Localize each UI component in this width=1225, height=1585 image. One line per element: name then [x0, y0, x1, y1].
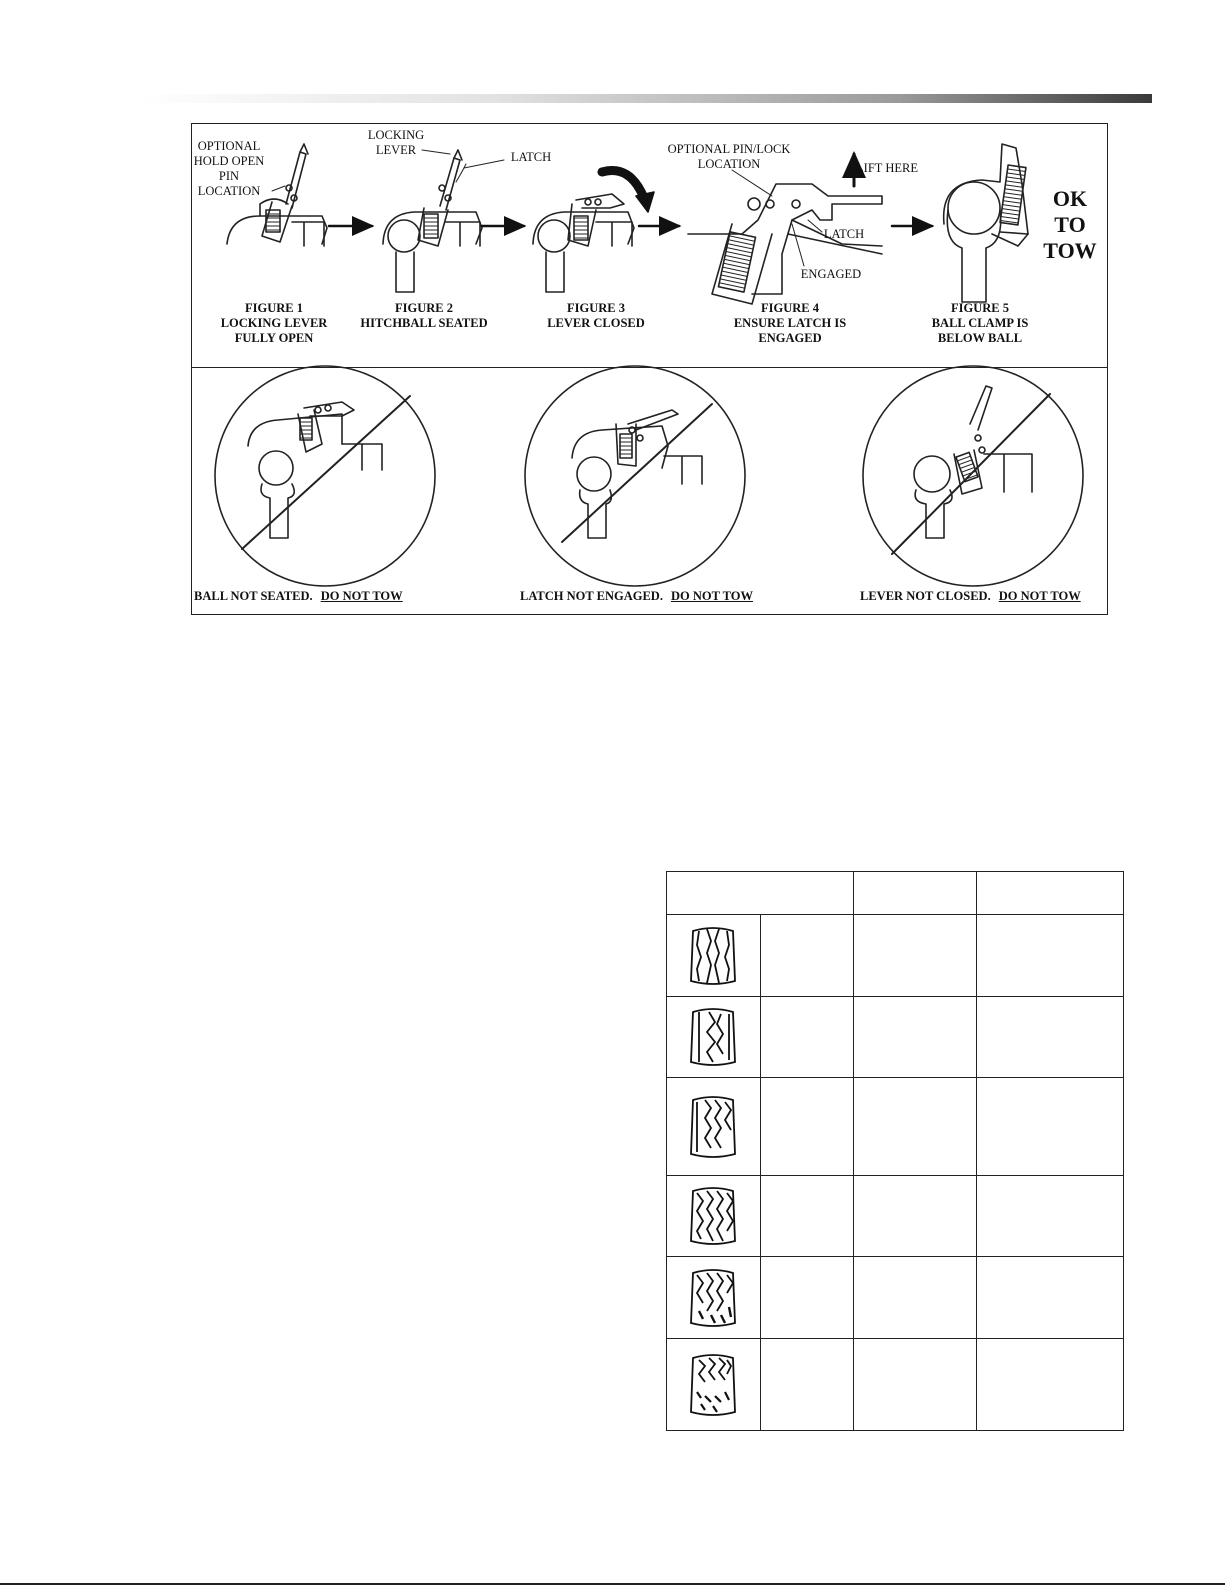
- table-cell: [760, 1339, 854, 1431]
- tire-tread-icon: [667, 1339, 761, 1431]
- fig4-engaged-label: ENGAGED: [800, 267, 862, 281]
- figure-1-caption: FIGURE 1 LOCKING LEVER FULLY OPEN: [220, 301, 328, 345]
- table-cell: [854, 997, 977, 1078]
- table-cell: [854, 915, 977, 997]
- table-header-cell: [854, 872, 977, 915]
- figure-4-caption: FIGURE 4 ENSURE LATCH IS ENGAGED: [733, 301, 847, 345]
- figure-2-art: [383, 150, 504, 292]
- warning-ball-not-seated: BALL NOT SEATED. DO NOT TOW: [194, 589, 403, 603]
- table-cell: [977, 1078, 1124, 1176]
- warning-3-art: [863, 366, 1083, 586]
- tire-tread-icon: [667, 1176, 761, 1257]
- tire-wear-table: [666, 871, 1124, 1431]
- table-cell: [760, 915, 854, 997]
- table-cell: [760, 1176, 854, 1257]
- table-cell: [854, 1257, 977, 1339]
- table-row: [667, 1078, 1124, 1176]
- table-cell: [977, 997, 1124, 1078]
- table-cell: [977, 1339, 1124, 1431]
- warning-lever-not-closed: LEVER NOT CLOSED. DO NOT TOW: [860, 589, 1081, 603]
- table-row: [667, 1257, 1124, 1339]
- fig2-lever-label: LOCKING LEVER: [367, 128, 425, 157]
- figure-3-art: [533, 170, 654, 292]
- warning-1-art: [215, 366, 435, 586]
- table-cell: [760, 1078, 854, 1176]
- table-header-cell: [977, 872, 1124, 915]
- fig4-latch-label: LATCH: [823, 227, 865, 241]
- fig4-pinlock-label: OPTIONAL PIN/LOCK LOCATION: [667, 142, 791, 171]
- figure-2-caption: FIGURE 2 HITCHBALL SEATED: [360, 301, 488, 330]
- table-row: [667, 915, 1124, 997]
- figure-5-art: [944, 144, 1028, 302]
- tire-tread-icon: [667, 1078, 761, 1176]
- table-cell: [760, 997, 854, 1078]
- warning-2-art: [525, 366, 745, 586]
- fig4-lift-label: LIFT HERE: [856, 161, 918, 175]
- table-header-cell: [667, 872, 854, 915]
- warning-latch-not-engaged: LATCH NOT ENGAGED. DO NOT TOW: [520, 589, 753, 603]
- table-row: [667, 1339, 1124, 1431]
- table-cell: [760, 1257, 854, 1339]
- coupler-diagram-panel: [191, 123, 1108, 615]
- table-cell: [854, 1339, 977, 1431]
- table-row: [667, 1176, 1124, 1257]
- fig2-latch-label: LATCH: [510, 150, 552, 164]
- coupler-illustrations: [192, 124, 1109, 616]
- panel-divider: [192, 367, 1107, 368]
- figure-3-caption: FIGURE 3 LEVER CLOSED: [547, 301, 645, 330]
- tire-tread-icon: [667, 997, 761, 1078]
- table-cell: [977, 1257, 1124, 1339]
- tire-tread-icon: [667, 915, 761, 997]
- table-cell: [854, 1176, 977, 1257]
- table-cell: [854, 1078, 977, 1176]
- header-gradient-bar: [140, 94, 1152, 103]
- ok-to-tow-text: OK TO TOW: [1043, 186, 1097, 263]
- fig1-pin-label: OPTIONAL HOLD OPEN PIN LOCATION: [193, 139, 265, 198]
- figure-5-caption: FIGURE 5 BALL CLAMP IS BELOW BALL: [931, 301, 1029, 345]
- table-header-row: [667, 872, 1124, 915]
- table-row: [667, 997, 1124, 1078]
- table-cell: [977, 1176, 1124, 1257]
- tire-tread-icon: [667, 1257, 761, 1339]
- table-cell: [977, 915, 1124, 997]
